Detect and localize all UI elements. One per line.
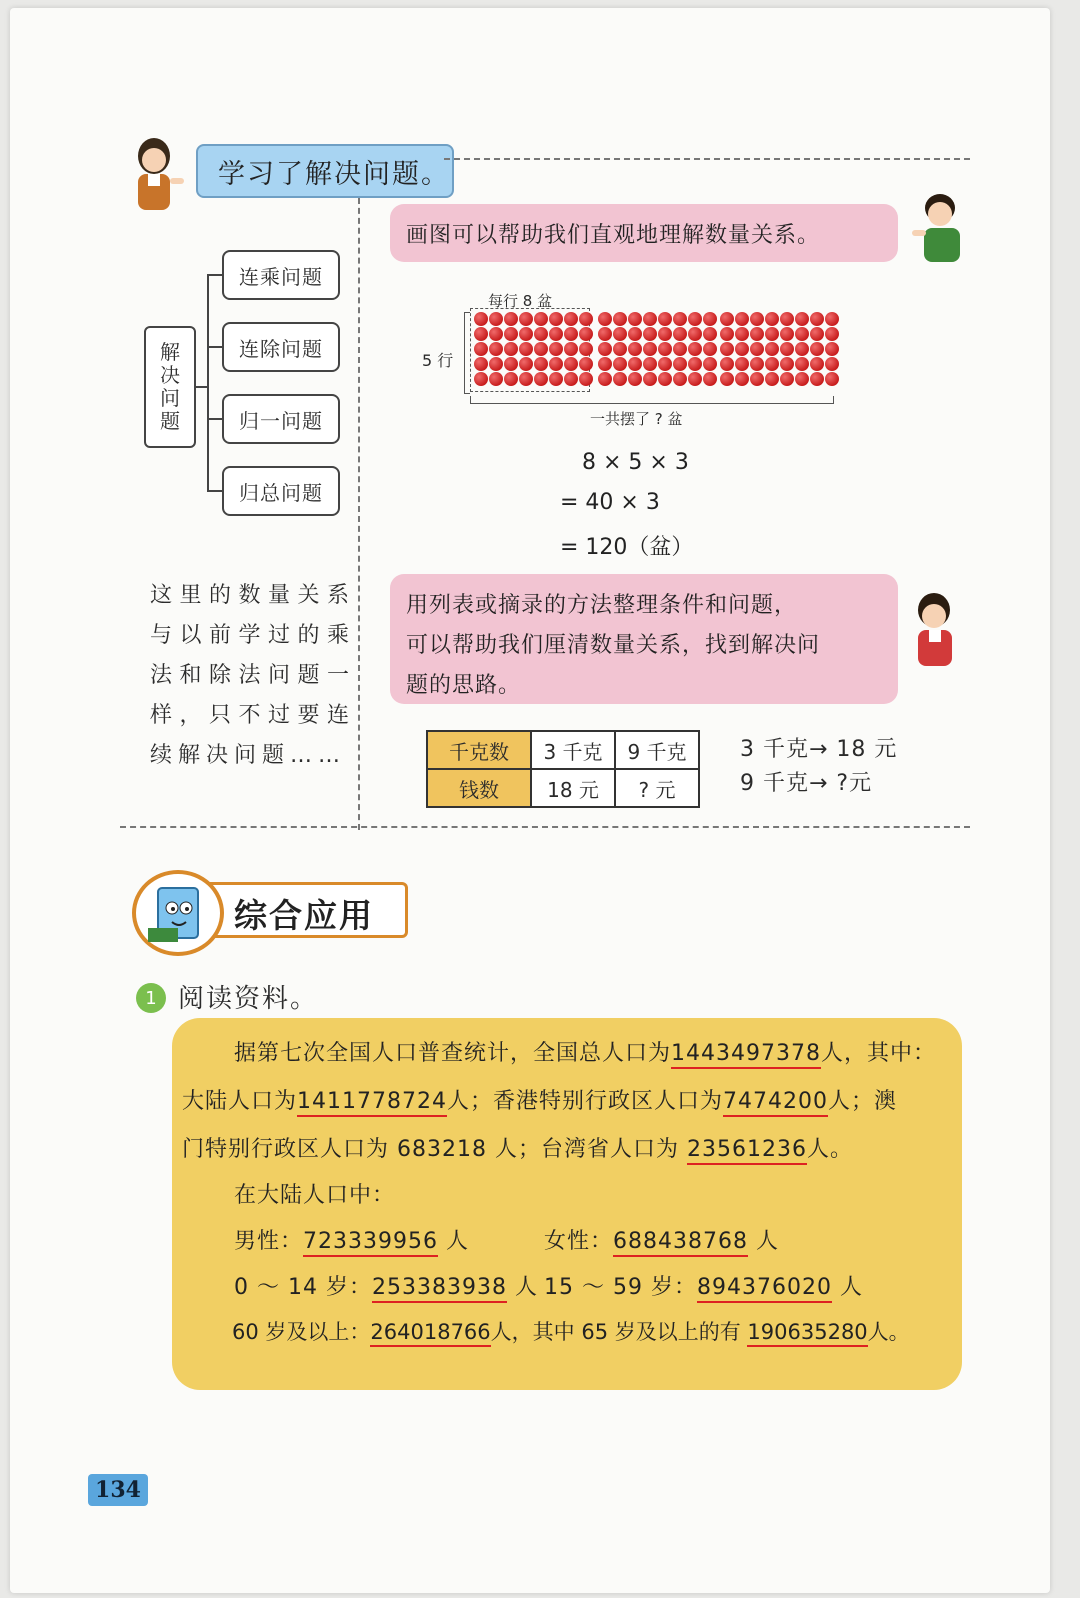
text: 人；澳	[828, 1089, 898, 1114]
total-label: 一共摆了 ? 盆	[590, 410, 683, 428]
flower-pot-dot	[703, 372, 717, 386]
text: 男性：	[234, 1229, 304, 1254]
flower-pot-dot	[658, 372, 672, 386]
section-title-integrated: 综合应用	[234, 896, 374, 935]
girl-character-icon	[904, 590, 964, 670]
text: 15 ～ 59 岁：	[544, 1275, 697, 1300]
flower-pot-dot	[735, 357, 749, 371]
flower-pot-dot	[750, 327, 764, 341]
flower-pot-dot	[688, 327, 702, 341]
flower-pot-dot	[765, 342, 779, 356]
text: 0 ～ 14 岁：	[234, 1275, 372, 1300]
flower-pot-dot	[643, 342, 657, 356]
dot-group	[720, 312, 839, 386]
flower-pot-dot	[688, 312, 702, 326]
text: 人	[756, 1229, 780, 1254]
flower-pot-dot	[735, 312, 749, 326]
speech-bubble-drawing	[390, 204, 898, 262]
reading-line	[234, 1224, 469, 1255]
flower-pot-dot	[504, 312, 518, 326]
flower-pot-dot	[579, 357, 593, 371]
flower-pot-dot	[795, 327, 809, 341]
flower-pot-dot	[628, 357, 642, 371]
flower-pot-dot	[474, 342, 488, 356]
flower-pot-dot	[534, 327, 548, 341]
flower-pot-dot	[780, 342, 794, 356]
flower-pot-dot	[795, 357, 809, 371]
flower-pot-dot	[598, 312, 612, 326]
flower-pot-dot	[564, 372, 578, 386]
flower-pot-dot	[810, 342, 824, 356]
flower-pot-dot	[688, 357, 702, 371]
flower-pot-dot	[765, 372, 779, 386]
flower-pot-dot	[643, 312, 657, 326]
flower-pot-dot	[795, 342, 809, 356]
flower-pot-dot	[489, 342, 503, 356]
flower-pot-dot	[810, 327, 824, 341]
flower-pot-dot	[474, 372, 488, 386]
excerpt-line: 3 千克→ 18 元	[740, 737, 898, 762]
flower-pot-dot	[720, 327, 734, 341]
flower-pot-dot	[579, 327, 593, 341]
flower-pot-dot	[598, 327, 612, 341]
reading-line	[234, 1036, 936, 1067]
rows-bracket	[464, 312, 470, 394]
flower-pot-dot	[549, 372, 563, 386]
flower-pot-dot	[549, 327, 563, 341]
flower-pot-dot	[643, 372, 657, 386]
flower-pot-dot	[688, 372, 702, 386]
girl-character-icon	[122, 134, 192, 214]
flower-pot-dot	[549, 342, 563, 356]
underlined-number: 7474200	[723, 1089, 828, 1117]
text: 门特别行政区人口为 683218 人；台湾省人口为	[182, 1137, 679, 1162]
flower-pot-dot	[673, 357, 687, 371]
flower-pot-dot	[765, 312, 779, 326]
flower-pot-dot	[795, 312, 809, 326]
text: 人。	[806, 1137, 853, 1162]
flower-pot-dot	[534, 312, 548, 326]
flower-pot-dot	[735, 372, 749, 386]
flower-pot-dot	[613, 327, 627, 341]
calc-line: = 40 × 3	[560, 490, 660, 515]
flower-pot-dot	[613, 342, 627, 356]
table-cell: 9 千克	[615, 731, 699, 769]
underlined-number: 23561236	[687, 1137, 807, 1165]
reading-line	[232, 1316, 910, 1346]
speech-bubble-organize	[390, 574, 898, 704]
flower-pot-dot	[504, 372, 518, 386]
flower-pot-dot	[598, 342, 612, 356]
bubble-text: 画图可以帮助我们直观地理解数量关系。	[406, 222, 821, 248]
flower-pot-dot	[780, 357, 794, 371]
tree-leaf: 连除问题	[222, 322, 340, 372]
flower-pot-dot	[780, 312, 794, 326]
table-header-cell: 千克数	[427, 731, 531, 769]
question-number-badge: 1	[136, 983, 166, 1013]
flower-pot-dot	[643, 327, 657, 341]
flower-pot-dot	[735, 342, 749, 356]
page-number: 134	[88, 1474, 148, 1506]
table-header-cell: 钱数	[427, 769, 531, 807]
flower-pot-dot	[673, 327, 687, 341]
total-bracket	[470, 396, 834, 404]
underlined-number: 264018766	[370, 1320, 490, 1347]
flower-pot-dot	[765, 357, 779, 371]
bubble-text-line: 用列表或摘录的方法整理条件和问题，	[406, 593, 798, 618]
flower-pot-dot	[720, 372, 734, 386]
text: 人	[839, 1275, 863, 1300]
flower-pot-dot	[534, 357, 548, 371]
flower-pot-dot	[519, 342, 533, 356]
tree-leaf: 连乘问题	[222, 250, 340, 300]
table-cell: ? 元	[615, 769, 699, 807]
flower-pot-dot	[519, 372, 533, 386]
reading-line	[544, 1270, 863, 1301]
underlined-number: 190635280	[747, 1320, 867, 1347]
flower-pot-dot	[658, 357, 672, 371]
reading-line	[182, 1132, 853, 1163]
tree-branch	[207, 418, 222, 420]
rows-label: 5 行	[422, 351, 454, 370]
left-note: 这里的数量关系与以前学过的乘法和除法问题一样，只不过要连续解决问题……	[150, 583, 355, 768]
text: 人；香港特别行政区人口为	[447, 1089, 724, 1114]
text: 女性：	[544, 1229, 614, 1254]
flower-pot-dot	[825, 327, 839, 341]
flower-pot-dot	[673, 342, 687, 356]
reading-line	[544, 1224, 779, 1255]
flower-pot-dot	[750, 357, 764, 371]
flower-pot-dot	[780, 327, 794, 341]
flower-pot-dot	[658, 327, 672, 341]
tree-branch	[207, 274, 222, 276]
flower-pot-dot	[579, 372, 593, 386]
flower-pot-dot	[489, 357, 503, 371]
section-title: 学习了解决问题。	[196, 144, 454, 198]
flower-pot-dot	[825, 372, 839, 386]
flower-pot-dot	[720, 357, 734, 371]
bottom-dashed-divider	[120, 826, 970, 828]
price-table	[426, 730, 700, 808]
flower-pot-dot	[579, 312, 593, 326]
table-row	[427, 731, 699, 769]
top-dashed-divider	[444, 158, 970, 160]
flower-pot-dot	[720, 342, 734, 356]
table-cell: 3 千克	[531, 731, 615, 769]
dot-group	[598, 312, 717, 386]
underlined-number: 1443497378	[671, 1041, 821, 1069]
tree-branch	[207, 490, 222, 492]
flower-pot-dot	[658, 312, 672, 326]
vertical-dashed-divider	[358, 198, 360, 830]
flower-pot-dot	[504, 342, 518, 356]
flower-pot-dot	[720, 312, 734, 326]
flower-pot-dot	[613, 372, 627, 386]
book-mascot-icon	[132, 870, 224, 956]
flower-pot-dot	[628, 372, 642, 386]
flower-pot-dot	[613, 312, 627, 326]
flower-pot-dot	[810, 357, 824, 371]
tree-root-box	[144, 326, 196, 448]
flower-pot-dot	[628, 327, 642, 341]
question-text: 阅读资料。	[178, 984, 319, 1014]
flower-pot-dot	[780, 372, 794, 386]
text: 大陆人口为	[182, 1089, 298, 1114]
flower-pot-dot	[504, 327, 518, 341]
flower-pot-dot	[703, 312, 717, 326]
flower-pot-dot	[825, 312, 839, 326]
flower-pot-dot	[598, 357, 612, 371]
flower-pot-dot	[564, 312, 578, 326]
flower-pot-dot	[825, 357, 839, 371]
flower-pot-dot	[703, 357, 717, 371]
flower-pot-dot	[825, 342, 839, 356]
flower-pot-dot	[795, 372, 809, 386]
flower-pot-dot	[564, 342, 578, 356]
reading-line: 在大陆人口中：	[234, 1183, 396, 1208]
underlined-number: 253383938	[372, 1275, 507, 1303]
flower-pot-dot	[474, 327, 488, 341]
text: 据第七次全国人口普查统计，全国总人口为	[234, 1041, 672, 1066]
tree-leaf: 归总问题	[222, 466, 340, 516]
flower-pot-dot	[489, 312, 503, 326]
flower-pot-dot	[504, 357, 518, 371]
text: 人	[446, 1229, 470, 1254]
flower-pot-dot	[628, 312, 642, 326]
flower-pot-dot	[549, 357, 563, 371]
table-cell: 18 元	[531, 769, 615, 807]
text: 人，其中 65 岁及以上的有	[490, 1320, 741, 1344]
flower-pot-dot	[534, 342, 548, 356]
flower-pot-dot	[474, 357, 488, 371]
flower-pot-dot	[673, 372, 687, 386]
calc-line: = 120（盆）	[560, 535, 694, 560]
flower-pot-dot	[765, 327, 779, 341]
flower-pot-dot	[489, 372, 503, 386]
flower-pot-dot	[673, 312, 687, 326]
flower-pot-dot	[519, 327, 533, 341]
flower-pot-dot	[810, 372, 824, 386]
calc-line: 8 × 5 × 3	[582, 450, 689, 475]
tree-branch	[207, 346, 222, 348]
dot-group	[474, 312, 593, 386]
flower-pot-dot	[703, 327, 717, 341]
per-row-label: 每行 8 盆	[488, 292, 553, 310]
underlined-number: 723339956	[303, 1229, 438, 1257]
flower-pot-dot	[658, 342, 672, 356]
reading-line	[182, 1084, 897, 1115]
bubble-text-line: 题的思路。	[406, 673, 522, 698]
reading-line	[234, 1270, 538, 1301]
tree-trunk	[207, 274, 209, 492]
flower-pot-dot	[534, 372, 548, 386]
excerpt-line: 9 千克→ ?元	[740, 771, 873, 796]
underlined-number: 1411778724	[297, 1089, 447, 1117]
tree-root-label: 解决问题	[160, 340, 180, 433]
flower-pot-dot	[564, 357, 578, 371]
text: 60 岁及以上：	[232, 1320, 371, 1344]
flower-pot-dot	[703, 342, 717, 356]
flower-pot-dot	[613, 357, 627, 371]
flower-pot-dot	[750, 312, 764, 326]
flower-pot-dot	[474, 312, 488, 326]
text: 人，其中：	[821, 1041, 937, 1066]
flower-pot-dot	[519, 312, 533, 326]
flower-pot-dot	[579, 342, 593, 356]
flower-pot-dot	[643, 357, 657, 371]
flower-pot-dot	[735, 327, 749, 341]
boy-character-icon	[910, 188, 974, 266]
flower-pot-dot	[750, 372, 764, 386]
flower-pot-dot	[750, 342, 764, 356]
flower-pot-dot	[549, 312, 563, 326]
underlined-number: 688438768	[613, 1229, 748, 1257]
flower-pot-dot	[810, 312, 824, 326]
flower-pot-dot	[489, 327, 503, 341]
flower-pot-dot	[564, 327, 578, 341]
table-row	[427, 769, 699, 807]
text: 人。	[867, 1320, 910, 1344]
bubble-text-line: 可以帮助我们厘清数量关系，找到解决问	[406, 633, 821, 658]
flower-pot-dot	[598, 372, 612, 386]
underlined-number: 894376020	[697, 1275, 832, 1303]
flower-pot-dot	[628, 342, 642, 356]
flower-pot-dot	[688, 342, 702, 356]
flower-pot-dot	[519, 357, 533, 371]
text: 人	[514, 1275, 538, 1300]
textbook-page	[10, 8, 1050, 1593]
tree-leaf: 归一问题	[222, 394, 340, 444]
